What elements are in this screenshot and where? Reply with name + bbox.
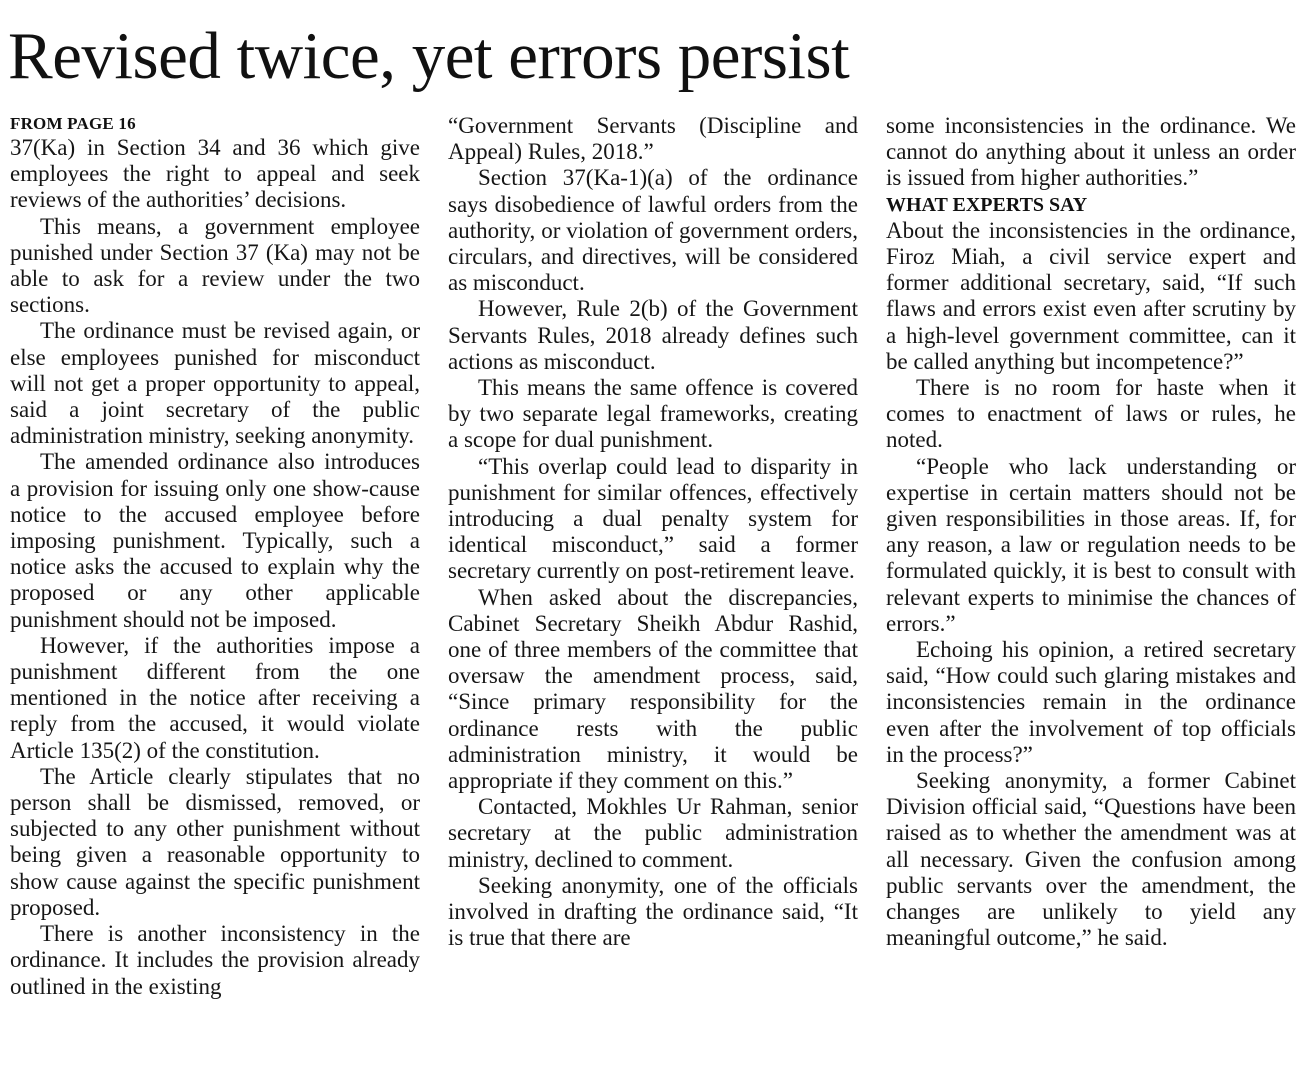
article-column-2 bbox=[448, 113, 858, 952]
paragraph: Seeking anonymity, one of the officials involved in drafting the ordinance said, “It is true that there are bbox=[448, 872, 858, 951]
paragraph: The amended ordinance also introduces a provision for issuing only one show-cause notice to the accused employee before imposing punishment. Typically, such a notice asks the accused to explain why the proposed or any other applicable punishment should not be imposed. bbox=[10, 449, 420, 632]
article-column-1 bbox=[10, 113, 420, 1000]
paragraph: This means, a government employee punished under Section 37 (Ka) may not be able to ask for a review under the two sections. bbox=[10, 213, 420, 318]
section-subhead: WHAT EXPERTS SAY bbox=[886, 193, 1088, 216]
paragraph: Contacted, Mokhles Ur Rahman, senior secretary at the public administration ministry, declined to comment. bbox=[448, 794, 858, 872]
continued-from-kicker: FROM PAGE 16 bbox=[10, 114, 136, 133]
headline: Revised twice, yet errors persist bbox=[8, 19, 850, 93]
paragraph: However, if the authorities impose a punishment different from the one mentioned in the notice after receiving a reply from the accused, it would violate Article 135(2) of the constitution. bbox=[10, 632, 420, 763]
paragraph: When asked about the discrepancies, Cabinet Secretary Sheikh Abdur Rashid, one of three members of the committee that oversaw the amendment process, said, “Since primary responsibility for the ordinance rests with the public administration ministry, it would be appropriate if they comment on this.” bbox=[448, 584, 858, 794]
paragraph: However, Rule 2(b) of the Government Servants Rules, 2018 already defines such actions as misconduct. bbox=[448, 296, 858, 374]
paragraph: some inconsistencies in the ordinance. We cannot do anything about it unless an order is issued from higher authorities.” bbox=[886, 113, 1296, 191]
paragraph: “Government Servants (Discipline and Appeal) Rules, 2018.” bbox=[448, 113, 858, 165]
paragraph: Echoing his opinion, a retired secretary said, “How could such glaring mistakes and inconsistencies remain in the ordinance even after the involvement of top officials in the process?” bbox=[886, 637, 1296, 767]
paragraph: “People who lack understanding or expertise in certain matters should not be given responsibilities in those areas. If, for any reason, a law or regulation needs to be formulated quickly, it is best to consult with relevant experts to minimise the chances of errors.” bbox=[886, 453, 1296, 636]
paragraph: There is no room for haste when it comes to enactment of laws or rules, he noted. bbox=[886, 375, 1296, 453]
paragraph: The Article clearly stipulates that no person shall be dismissed, removed, or subjected to any other punishment without being given a reasonable opportunity to show cause against the specific punishment proposed. bbox=[10, 763, 420, 920]
paragraph: There is another inconsistency in the ordinance. It includes the provision already outlined in the existing bbox=[10, 921, 420, 999]
paragraph: Seeking anonymity, a former Cabinet Division official said, “Questions have been raised as to whether the amendment was at all necessary. Given the confusion among public servants over the amendment, the changes are unlikely to yield any meaningful outcome,” he said. bbox=[886, 768, 1296, 951]
paragraph: Section 37(Ka-1)(a) of the ordinance says disobedience of lawful orders from the authority, or violation of government orders, circulars, and directives, will be considered as misconduct. bbox=[448, 165, 858, 296]
paragraph: About the inconsistencies in the ordinance, Firoz Miah, a civil service expert and former additional secretary, said, “If such flaws and errors exist even after scrutiny by a high-level government committee, can it be called anything but incompetence?” bbox=[886, 217, 1296, 374]
article-column-3 bbox=[886, 113, 1296, 952]
paragraph: This means the same offence is covered by two separate legal frameworks, creating a scope for dual punishment. bbox=[448, 375, 858, 453]
paragraph: 37(Ka) in Section 34 and 36 which give employees the right to appeal and seek reviews of the authorities’ decisions. bbox=[10, 135, 420, 213]
paragraph: The ordinance must be revised again, or else employees punished for misconduct will not get a proper opportunity to appeal, said a joint secretary of the public administration ministry, seeking anonymity. bbox=[10, 318, 420, 449]
paragraph: “This overlap could lead to disparity in punishment for similar offences, effectively introducing a dual penalty system for identical misconduct,” said a former secretary currently on post-retirement leave. bbox=[448, 453, 858, 584]
